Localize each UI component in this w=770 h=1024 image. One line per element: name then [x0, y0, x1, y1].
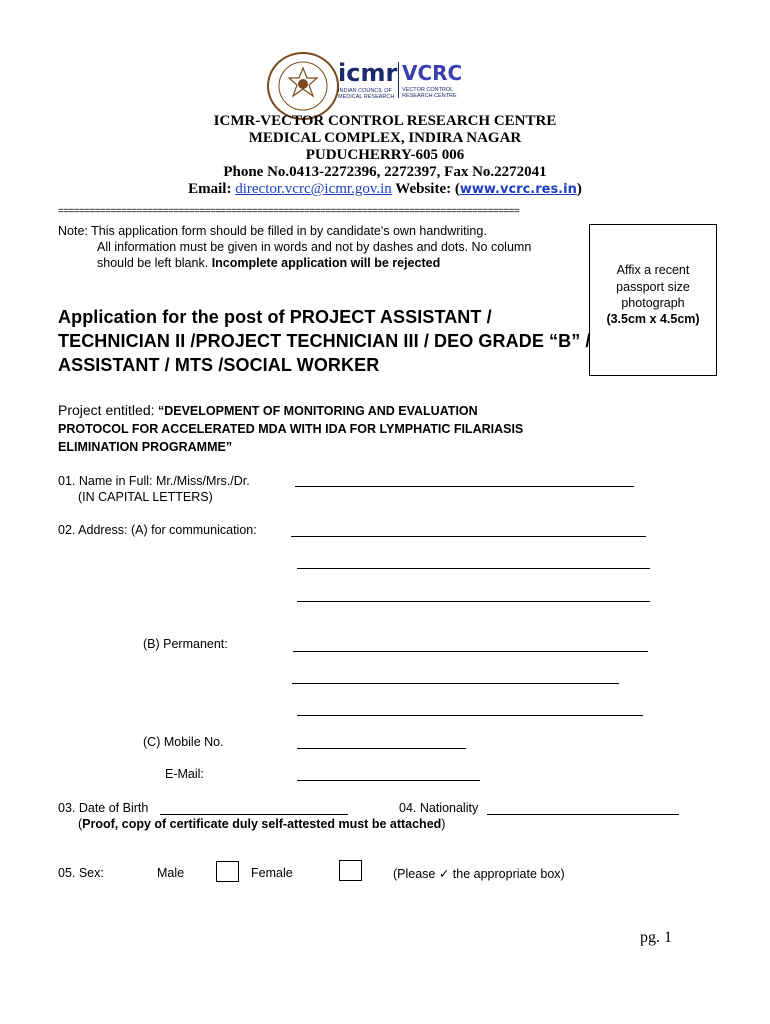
- mobile-label: (C) Mobile No.: [143, 735, 224, 749]
- vcrc-subtext: VECTOR CONTROL RESEARCH CENTRE: [402, 87, 457, 99]
- header-address: MEDICAL COMPLEX, INDIRA NAGAR: [248, 130, 522, 146]
- application-title-line3: ASSISTANT / MTS /SOCIAL WORKER: [58, 355, 380, 375]
- photo-line1: Affix a recent: [616, 263, 690, 277]
- header-contact: [0, 181, 770, 198]
- website-close: ): [576, 181, 582, 197]
- project-title-1: “DEVELOPMENT OF MONITORING AND EVALUATION: [157, 404, 478, 418]
- photo-line2: passport size: [616, 280, 690, 294]
- project-title-2: PROTOCOL FOR ACCELERATED MDA WITH IDA FOR LYMPHATIC FILARIASIS: [58, 422, 524, 436]
- vcrc-wordmark: VCRC: [402, 61, 463, 85]
- proof-close: ): [441, 817, 446, 831]
- female-checkbox[interactable]: [339, 860, 362, 881]
- website-link[interactable]: www.vcrc.res.in: [459, 182, 577, 197]
- note-warning: Incomplete application will be rejected: [211, 256, 441, 270]
- note-line2: All information must be given in words and not by dashes and dots. No column: [97, 240, 532, 254]
- proof-text: Proof, copy of certificate duly self-attested must be attached: [82, 817, 442, 831]
- header-phone: Phone No.0413-2272396, 2272397, Fax No.2272041: [223, 164, 547, 180]
- sex-label: 05. Sex:: [58, 866, 104, 880]
- email-label: Email:: [188, 181, 232, 197]
- male-label: Male: [157, 866, 185, 880]
- project-label: Project entitled:: [58, 402, 155, 418]
- header-separator: ========================================================================================: [58, 206, 520, 217]
- dob-field[interactable]: [160, 814, 348, 815]
- name-field[interactable]: [295, 486, 634, 487]
- application-title-line1: Application for the post of PROJECT ASSISTANT /: [58, 307, 492, 327]
- photo-line3: photograph: [621, 296, 685, 310]
- vcrc-logo: [402, 62, 472, 106]
- address-permanent-field-2[interactable]: [292, 683, 619, 684]
- name-label: 01. Name in Full: Mr./Miss/Mrs./Dr.: [58, 474, 250, 488]
- project-line1: [58, 402, 478, 418]
- note-line1: Note: This application form should be filled in by candidate's own handwriting.: [58, 224, 487, 238]
- mobile-field[interactable]: [297, 748, 466, 749]
- proof-note: [78, 817, 445, 831]
- address-communication-field-1[interactable]: [291, 536, 646, 537]
- address-label: 02. Address: (A) for communication:: [58, 523, 257, 537]
- permanent-label: (B) Permanent:: [143, 637, 228, 651]
- email-field-label: E-Mail:: [165, 767, 204, 781]
- checkbox-hint: (Please ✓ the appropriate box): [393, 867, 565, 881]
- application-title-line2: TECHNICIAN II /PROJECT TECHNICIAN III / DEO GRADE “B” /: [58, 331, 591, 351]
- logo-divider: [398, 62, 399, 98]
- name-sub: (IN CAPITAL LETTERS): [78, 490, 213, 504]
- photo-size: (3.5cm x 4.5cm): [606, 312, 700, 326]
- project-title-3: ELIMINATION PROGRAMME”: [58, 440, 233, 454]
- proof-open: (: [78, 817, 83, 831]
- header-city: PUDUCHERRY-605 006: [305, 147, 465, 163]
- address-permanent-field-3[interactable]: [297, 715, 643, 716]
- nationality-label: 04. Nationality: [399, 801, 479, 815]
- address-communication-field-2[interactable]: [297, 568, 650, 569]
- photo-box: [589, 224, 717, 376]
- male-checkbox[interactable]: [216, 861, 239, 882]
- note-line3-text: should be left blank.: [97, 256, 209, 270]
- address-permanent-field-1[interactable]: [293, 651, 648, 652]
- nationality-field[interactable]: [487, 814, 679, 815]
- icmr-emblem-icon: [267, 52, 339, 120]
- header-institute: ICMR-VECTOR CONTROL RESEARCH CENTRE: [213, 113, 557, 129]
- email-link[interactable]: director.vcrc@icmr.gov.in: [235, 181, 392, 197]
- dob-label: 03. Date of Birth: [58, 801, 149, 815]
- email-field[interactable]: [297, 780, 480, 781]
- female-label: Female: [251, 866, 293, 880]
- icmr-wordmark: icmr: [338, 59, 398, 87]
- page-number: pg. 1: [640, 929, 672, 946]
- icmr-logo: [338, 60, 400, 108]
- icmr-subtext: INDIAN COUNCIL OF MEDICAL RESEARCH: [338, 88, 395, 100]
- address-communication-field-3[interactable]: [297, 601, 650, 602]
- note-line3: [97, 256, 440, 270]
- website-label: Website: (: [395, 181, 460, 197]
